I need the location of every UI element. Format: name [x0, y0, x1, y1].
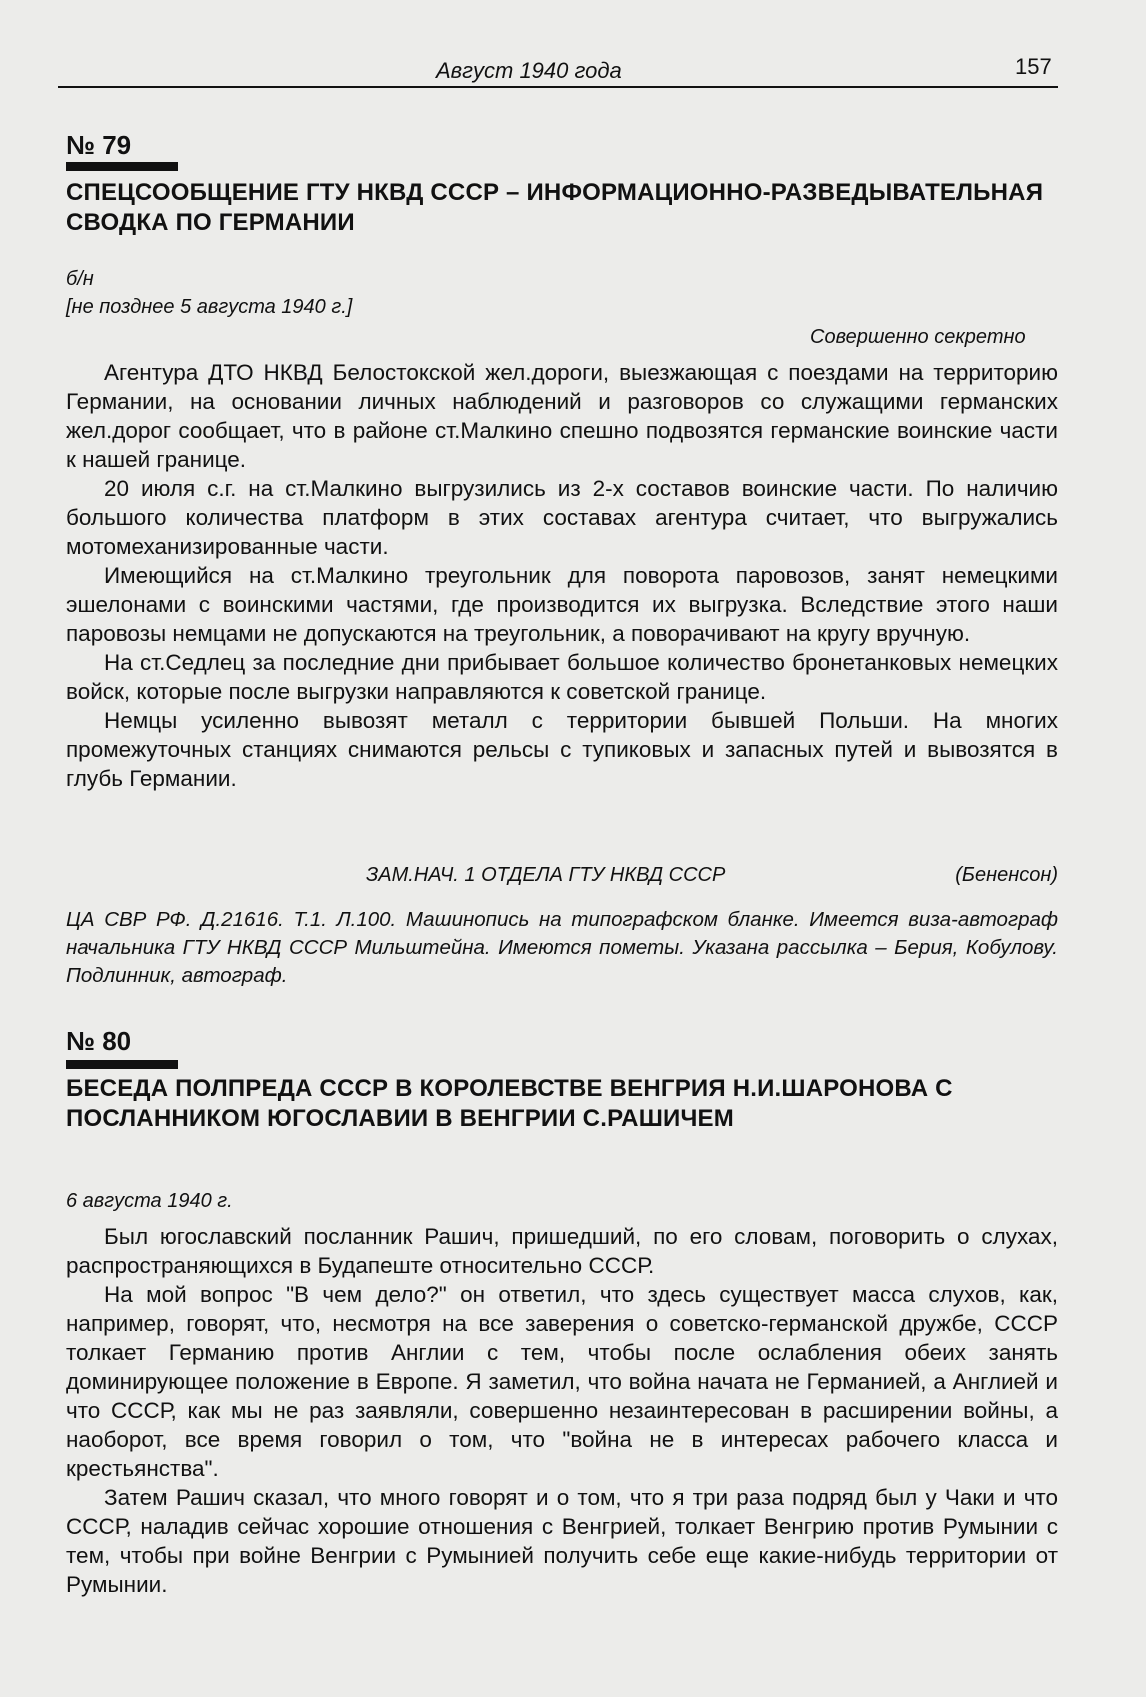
- header-rule: [58, 86, 1058, 88]
- doc-79-date: [не позднее 5 августа 1940 г.]: [66, 296, 353, 318]
- paragraph: 20 июля с.г. на ст.Малкино выгрузились из 2-х составов воинские части. По наличию большого количества платформ в этих составах агентура считает, что выгружались мотомеханизированные части.: [66, 476, 1058, 559]
- signature-name: (Бененсон): [955, 864, 1058, 886]
- paragraph: Был югославский посланник Рашич, пришедший, по его словам, поговорить о слухах, распространяющихся в Будапеште относительно СССР.: [66, 1224, 1058, 1278]
- doc-79-title: СПЕЦСООБЩЕНИЕ ГТУ НКВД СССР – ИНФОРМАЦИОННО-РАЗВЕДЫВАТЕЛЬНАЯ СВОДКА ПО ГЕРМАНИИ: [66, 179, 1044, 236]
- paragraph: На мой вопрос "В чем дело?" он ответил, что здесь существует масса слухов, как, например, говорят, что, несмотря на все заверения о советско-германской дружбе, СССР толкает Германию против Англии с тем, чтобы после ослабления обеих занять доминирующее положение в Европе. Я заметил, что война начата не Германией, а Англией и что СССР, как мы не раз заявляли, совершенно незаинтересован в расширении войны, а наоборот, все время говорил о том, что "война не в интересах рабочего класса и крестьянства".: [66, 1282, 1058, 1481]
- doc-79-ref: б/н: [66, 268, 94, 290]
- doc-80-date: 6 августа 1940 г.: [66, 1190, 233, 1212]
- signature-position: ЗАМ.НАЧ. 1 ОТДЕЛА ГТУ НКВД СССР: [366, 864, 726, 886]
- paragraph: Затем Рашич сказал, что много говорят и о том, что я три раза подряд был у Чаки и что СССР, наладив сейчас хорошие отношения с Венгрией, толкает Венгрию против Румынии с тем, чтобы при войне Венгрии с Румынией получить себе еще какие-нибудь территории от Румынии.: [66, 1485, 1058, 1597]
- page-number: 157: [1015, 54, 1052, 79]
- doc-79-body: [66, 358, 1058, 793]
- paragraph: На ст.Седлец за последние дни прибывает большое количество бронетанковых немецких войск, которые после выгрузки направляются к советской границе.: [66, 650, 1058, 704]
- doc-80-title: БЕСЕДА ПОЛПРЕДА СССР В КОРОЛЕВСТВЕ ВЕНГРИЯ Н.И.ШАРОНОВА С ПОСЛАННИКОМ ЮГОСЛАВИИ В ВЕНГРИИ С.РАШИЧЕМ: [66, 1075, 953, 1132]
- doc-79-number: № 79: [66, 130, 132, 160]
- paragraph: Имеющийся на ст.Малкино треугольник для поворота паровозов, занят немецкими эшелонами с воинскими частями, где производится их выгрузка. Вследствие этого наши паровозы немцами не допускаются на треугольник, а поворачивают на кругу вручную.: [66, 563, 1058, 646]
- doc-80-bar: [66, 1060, 178, 1069]
- doc-79-classification: Совершенно секретно: [810, 326, 1026, 348]
- doc-80-number: № 80: [66, 1026, 132, 1056]
- doc-79-bar: [66, 162, 178, 171]
- doc-80-body: [66, 1222, 1058, 1599]
- paragraph: Агентура ДТО НКВД Белостокской жел.дороги, выезжающая с поездами на территорию Германии, на основании личных наблюдений и разговоров со служащими германских жел.дорог сообщает, что в районе ст.Малкино спешно подвозятся германские воинские части к нашей границе.: [66, 360, 1058, 472]
- running-title: Август 1940 года: [436, 58, 622, 83]
- paragraph: Немцы усиленно вывозят металл с территории бывшей Польши. На многих промежуточных станциях снимаются рельсы с тупиковых и запасных путей и вывозятся в глубь Германии.: [66, 708, 1058, 791]
- doc-79-source: ЦА СВР РФ. Д.21616. Т.1. Л.100. Машинопись на типографском бланке. Имеется виза-автограф начальника ГТУ НКВД СССР Мильштейна. Имеются пометы. Указана рассылка – Берия, Кобулову. Подлинник, автограф.: [66, 908, 1058, 987]
